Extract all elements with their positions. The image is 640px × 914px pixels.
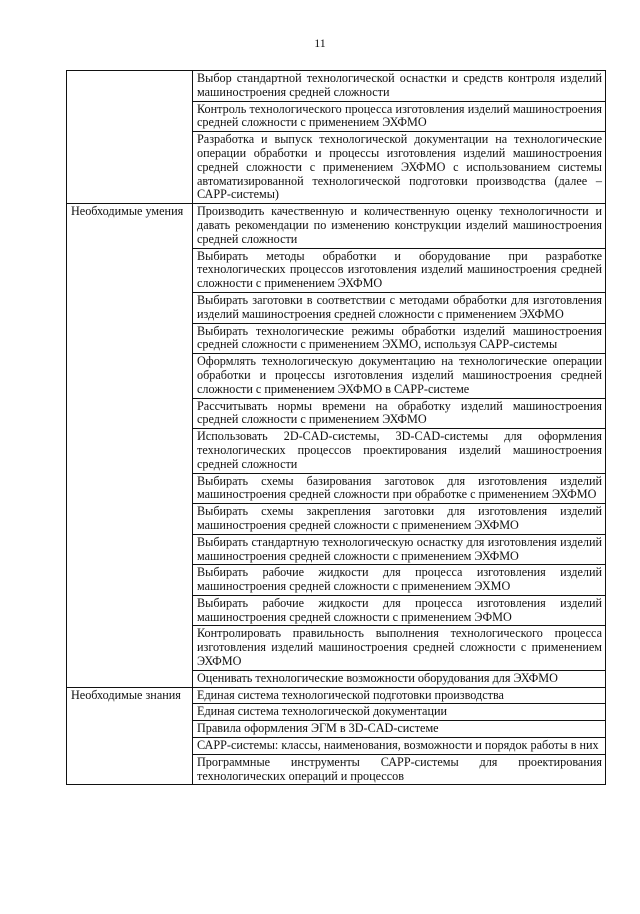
page-number: 11 [314,36,326,50]
table-cell-item: Выбирать технологические режимы обработки изделий машиностроения средней сложности с применением ЭХМО, используя САРР-системы [193,323,606,354]
table-cell-item: Использовать 2D-CAD-системы, 3D-CAD-системы для оформления технологических процессов проектирования изделий машиностроения средней сложности [193,429,606,473]
table-cell-item: Контроль технологического процесса изготовления изделий машиностроения средней сложности с применением ЭХФМО [193,101,606,132]
table-cell-item: Программные инструменты САРР-системы для проектирования технологических операций и процессов [193,754,606,785]
table-cell-item: Единая система технологической подготовки производства [193,687,606,704]
table-cell-item: Правила оформления ЭГМ в 3D-CAD-системе [193,721,606,738]
table-cell-item: Рассчитывать нормы времени на обработку изделий машиностроения средней сложности с применением ЭХФМО [193,398,606,429]
table-cell-item: Оформлять технологическую документацию на технологические операции обработки и процессы изготовления изделий машиностроения средней сложности с применением ЭХФМО в САРР-системе [193,354,606,398]
table-cell-item: Выбирать рабочие жидкости для процесса изготовления изделий машиностроения средней сложности с применением ЭФМО [193,595,606,626]
table-row [67,71,606,102]
table-cell-item: Разработка и выпуск технологической документации на технологические операции обработки и процессы изготовления изделий машиностроения средней сложности с применением ЭХФМО с использованием системы автоматизированной технологической подготовки производства (далее – САРР-системы) [193,132,606,204]
section-label [67,71,193,204]
table-cell-item: Выбор стандартной технологической оснастки и средств контроля изделий машиностроения средней сложности [193,71,606,102]
table-cell-item: САРР-системы: классы, наименования, возможности и порядок работы в них [193,738,606,755]
table-cell-item: Выбирать стандартную технологическую оснастку для изготовления изделий машиностроения средней сложности с применением ЭХФМО [193,534,606,565]
table-cell-item: Выбирать схемы закрепления заготовки для изготовления изделий машиностроения средней сложности с применением ЭХФМО [193,504,606,535]
table-cell-item: Производить качественную и количественную оценку технологичности и давать рекомендации по изменению конструкции изделий машиностроения средней сложности [193,204,606,248]
table-cell-item: Единая система технологической документации [193,704,606,721]
competency-table-body [67,71,606,785]
table-cell-item: Оценивать технологические возможности оборудования для ЭХФМО [193,670,606,687]
table-cell-item: Выбирать схемы базирования заготовок для изготовления изделий машиностроения средней сложности при обработке с применением ЭХФМО [193,473,606,504]
table-cell-item: Контролировать правильность выполнения технологического процесса изготовления изделий машиностроения средней сложности с применением ЭХФМО [193,626,606,670]
section-label: Необходимые умения [67,204,193,688]
table-cell-item: Выбирать рабочие жидкости для процесса изготовления изделий машиностроения средней сложности с применением ЭХМО [193,565,606,596]
section-label: Необходимые знания [67,687,193,785]
table-cell-item: Выбирать заготовки в соответствии с методами обработки для изготовления изделий машиностроения средней сложности с применением ЭХФМО [193,292,606,323]
competency-table [66,70,606,785]
table-row [67,204,606,248]
table-cell-item: Выбирать методы обработки и оборудование при разработке технологических процессов изготовления изделий машиностроения средней сложности с применением ЭХФМО [193,248,606,292]
table-row [67,687,606,704]
